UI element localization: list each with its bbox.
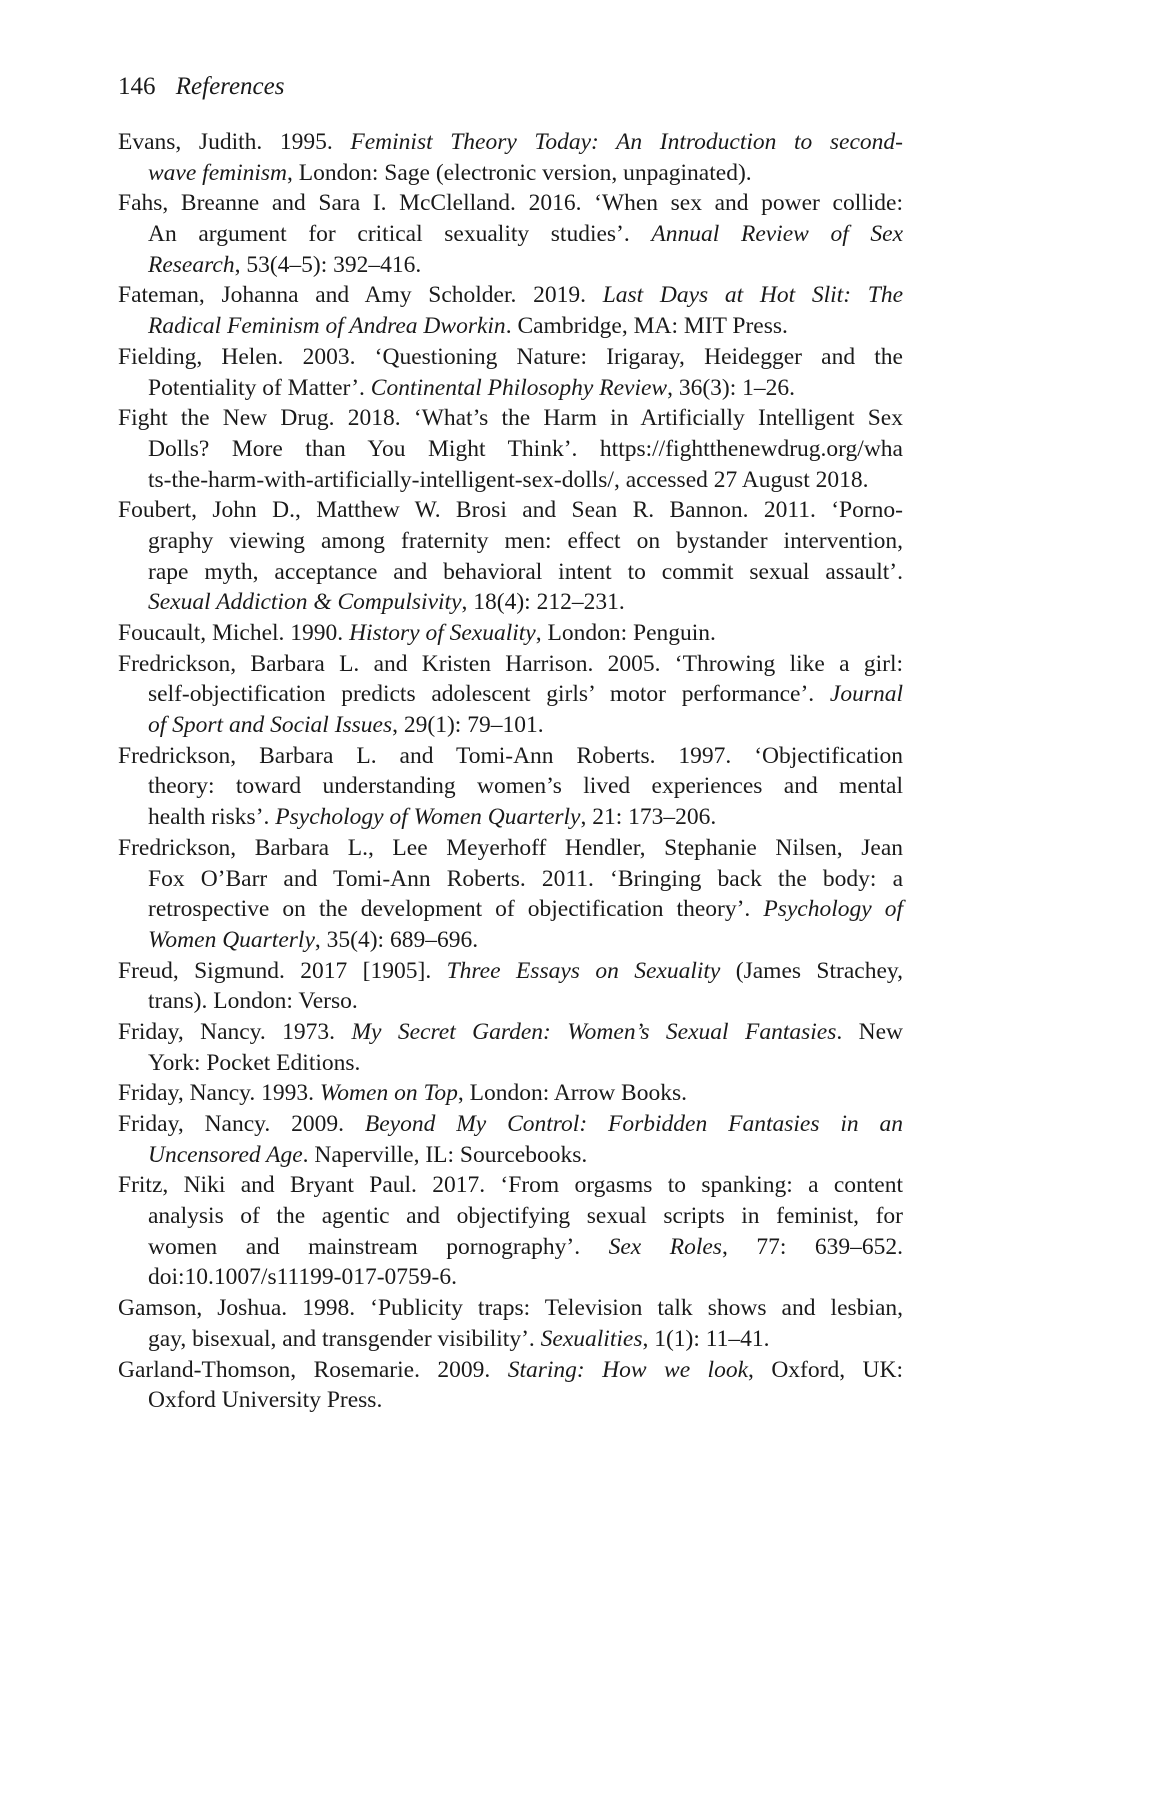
reference-title-italic: of Sport and Social Issues (148, 712, 393, 739)
reference-title-italic: Sexual Addiction & Compulsivity (148, 589, 462, 616)
reference-text: Foubert, John D., Matthew W. Brosi and Sean R. Bannon. 2011. ‘Porno- (118, 497, 903, 524)
reference-entry (118, 403, 903, 495)
reference-text: ts-the-harm-with-artificially-intelligent-sex-dolls/, accessed 27 August 2018. (148, 466, 869, 493)
reference-text: , 18(4): 212–231. (461, 589, 625, 616)
reference-text: , 36(3): 1–26. (667, 374, 796, 401)
reference-line (118, 1048, 903, 1079)
reference-title-italic: Research (148, 251, 235, 278)
reference-text: Evans, Judith. 1995. (118, 129, 351, 155)
reference-title-italic: Staring: How we look (507, 1356, 749, 1383)
reference-line (118, 342, 903, 373)
reference-line (118, 158, 903, 189)
reference-entry (118, 833, 903, 956)
reference-text: Foucault, Michel. 1990. (118, 620, 350, 646)
reference-text: Fredrickson, Barbara L. and Tomi-Ann Roberts. 1997. ‘Objectification (118, 742, 903, 769)
reference-text: Freud, Sigmund. 2017 [1905]. (118, 957, 447, 984)
reference-line (118, 373, 903, 404)
reference-line (118, 311, 903, 342)
reference-text: retrospective on the development of objectification theory’. (148, 896, 764, 923)
reference-text: , 29(1): 79–101. (392, 712, 544, 739)
reference-line (118, 1385, 903, 1416)
reference-text: , Oxford, UK: (748, 1356, 903, 1383)
reference-line (118, 679, 903, 710)
reference-line (118, 1017, 903, 1048)
reference-title-italic: Sexualities (540, 1325, 643, 1352)
reference-title-italic: Beyond My Control: Forbidden Fantasies in an (364, 1111, 903, 1137)
reference-text: Friday, Nancy. 1973. (118, 1018, 352, 1045)
reference-list (118, 127, 903, 1416)
reference-text: Fox O’Barr and Tomi-Ann Roberts. 2011. ‘Bringing back the body: a (148, 865, 903, 892)
reference-text: York: Pocket Editions. (148, 1049, 361, 1076)
reference-text: graphy viewing among fraternity men: effect on bystander intervention, (148, 527, 903, 554)
reference-title-italic: Radical Feminism of Andrea Dworkin (148, 313, 506, 340)
reference-title-italic: Feminist Theory Today: An Introduction to second- (350, 129, 903, 155)
reference-line (118, 618, 903, 649)
reference-line (118, 1078, 903, 1109)
reference-text: rape myth, acceptance and behavioral intent to commit sexual assault’. (148, 558, 903, 585)
reference-title-italic: Sex Roles (608, 1233, 722, 1260)
reference-text: women and mainstream pornography’. (148, 1233, 609, 1260)
reference-entry (118, 956, 903, 1017)
reference-line (118, 250, 903, 281)
reference-line (118, 219, 903, 250)
reference-text: . Cambridge, MA: MIT Press. (505, 313, 788, 340)
reference-entry (118, 1170, 903, 1293)
reference-line (118, 864, 903, 895)
reference-title-italic: Annual Review of Sex (651, 221, 904, 248)
reference-entry (118, 1017, 903, 1078)
reference-title-italic: wave feminism (148, 159, 288, 186)
reference-line (118, 1170, 903, 1201)
reference-line (118, 710, 903, 741)
reference-text: Garland-Thomson, Rosemarie. 2009. (118, 1356, 508, 1383)
reference-entry (118, 1293, 903, 1354)
reference-line (118, 495, 903, 526)
reference-line (118, 649, 903, 680)
reference-line (118, 741, 903, 772)
reference-text: . Naperville, IL: Sourcebooks. (302, 1141, 588, 1168)
reference-text: analysis of the agentic and objectifying sexual scripts in feminist, for (148, 1203, 903, 1230)
reference-text: theory: toward understanding women’s lived experiences and mental (148, 773, 903, 800)
reference-line (118, 188, 903, 219)
reference-text: (James Strachey, (720, 957, 903, 984)
reference-line (118, 986, 903, 1017)
reference-line (118, 1324, 903, 1355)
reference-line (118, 403, 903, 434)
reference-title-italic: History of Sexuality (349, 620, 536, 646)
reference-text: Fight the New Drug. 2018. ‘What’s the Harm in Artificially Intelligent Sex (118, 405, 903, 432)
reference-line (118, 1355, 903, 1386)
reference-line (118, 1262, 903, 1293)
reference-text: , 21: 173–206. (580, 804, 717, 831)
reference-text: , 77: 639–652. (721, 1233, 903, 1260)
reference-title-italic: Last Days at Hot Slit: The (602, 282, 903, 309)
reference-title-italic: Journal (829, 681, 903, 708)
reference-text: An argument for critical sexuality studies’. (148, 221, 652, 248)
reference-line (118, 802, 903, 833)
reference-line (118, 1201, 903, 1232)
reference-entry (118, 342, 903, 403)
reference-text: , London: Sage (electronic version, unpaginated). (287, 159, 752, 186)
reference-entry (118, 649, 903, 741)
reference-line (118, 465, 903, 496)
running-head-title: References (175, 73, 285, 100)
reference-text: , 53(4–5): 392–416. (234, 251, 422, 278)
reference-entry (118, 127, 903, 188)
reference-entry (118, 1355, 903, 1416)
reference-entry (118, 188, 903, 280)
reference-title-italic: Uncensored Age (148, 1141, 303, 1168)
reference-line (118, 280, 903, 311)
reference-text: trans). London: Verso. (148, 988, 358, 1015)
reference-title-italic: Three Essays on Sexuality (446, 957, 721, 984)
reference-entry (118, 495, 903, 618)
reference-text: Fahs, Breanne and Sara I. McClelland. 2016. ‘When sex and power collide: (118, 190, 903, 217)
reference-text: Fielding, Helen. 2003. ‘Questioning Nature: Irigaray, Heidegger and the (118, 343, 903, 370)
reference-text: gay, bisexual, and transgender visibility’. (148, 1325, 541, 1352)
reference-text: Fritz, Niki and Bryant Paul. 2017. ‘From orgasms to spanking: a content (118, 1172, 903, 1199)
reference-entry (118, 1109, 903, 1170)
reference-line (118, 833, 903, 864)
reference-title-italic: My Secret Garden: Women’s Sexual Fantasies (351, 1018, 837, 1045)
reference-text: doi:10.1007/s11199-017-0759-6. (148, 1264, 457, 1291)
reference-text: Friday, Nancy. 2009. (118, 1111, 365, 1137)
reference-line (118, 1232, 903, 1263)
reference-text: Friday, Nancy. 1993. (118, 1080, 320, 1107)
page-number: 146 (118, 73, 156, 100)
reference-line (118, 925, 903, 956)
reference-title-italic: Psychology of (763, 896, 903, 923)
reference-line (118, 771, 903, 802)
reference-text: Fredrickson, Barbara L., Lee Meyerhoff Hendler, Stephanie Nilsen, Jean (118, 834, 903, 861)
reference-text: self-objectification predicts adolescent girls’ motor performance’. (148, 681, 830, 708)
reference-text: Fredrickson, Barbara L. and Kristen Harrison. 2005. ‘Throwing like a girl: (118, 650, 903, 677)
reference-text: , London: Penguin. (535, 620, 716, 646)
reference-text: , 35(4): 689–696. (314, 926, 479, 953)
reference-entry (118, 741, 903, 833)
reference-line (118, 127, 903, 158)
reference-text: . New (836, 1018, 904, 1045)
reference-title-italic: Psychology of Women Quarterly (275, 804, 581, 831)
reference-text: Gamson, Joshua. 1998. ‘Publicity traps: Television talk shows and lesbian, (118, 1295, 903, 1322)
reference-title-italic: Continental Philosophy Review (370, 374, 668, 401)
reference-text: health risks’. (148, 804, 276, 831)
reference-line (118, 1293, 903, 1324)
reference-text: Potentiality of Matter’. (148, 374, 371, 401)
reference-text: Oxford University Press. (148, 1387, 383, 1414)
reference-line (118, 956, 903, 987)
reference-text: Dolls? More than You Might Think’. https://fightthenewdrug.org/wha (148, 435, 903, 462)
reference-line (118, 1140, 903, 1171)
reference-line (118, 434, 903, 465)
reference-line (118, 894, 903, 925)
reference-text: Fateman, Johanna and Amy Scholder. 2019. (118, 282, 603, 309)
reference-text: , 1(1): 11–41. (642, 1325, 770, 1352)
reference-text: , London: Arrow Books. (457, 1080, 687, 1107)
reference-line (118, 557, 903, 588)
reference-title-italic: Women Quarterly (148, 926, 315, 953)
reference-line (118, 1109, 903, 1140)
reference-entry (118, 280, 903, 341)
reference-line (118, 587, 903, 618)
reference-entry (118, 1078, 903, 1109)
reference-title-italic: Women on Top (319, 1080, 458, 1107)
reference-entry (118, 618, 903, 649)
page-header (118, 70, 284, 104)
reference-line (118, 526, 903, 557)
